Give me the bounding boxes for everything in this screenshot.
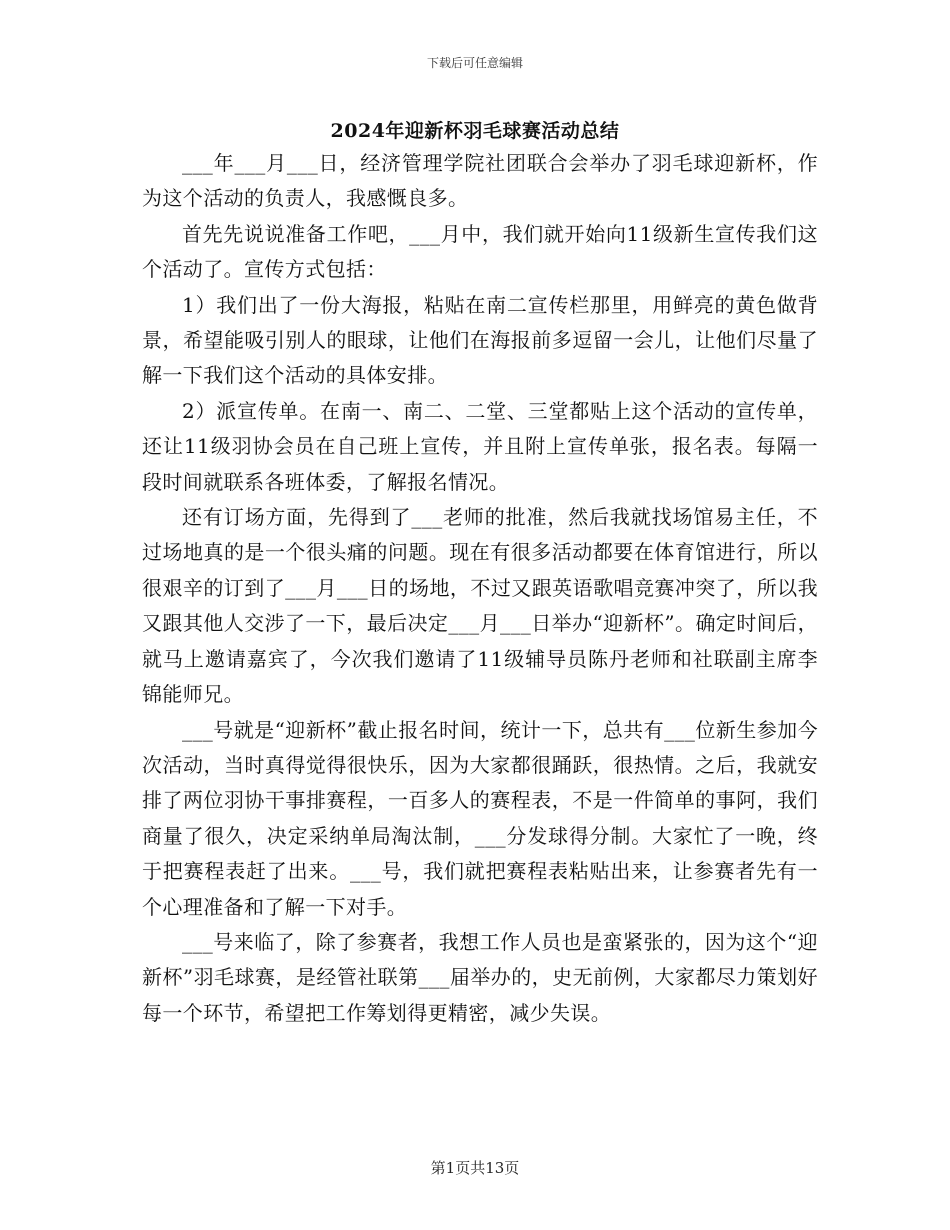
paragraph: 1）我们出了一份大海报，粘贴在南二宣传栏那里，用鲜亮的黄色做背景，希望能吸引别人的眼球，让他们在海报前多逗留一会儿，让他们尽量了解一下我们这个活动的具体安排。 bbox=[142, 292, 818, 388]
paragraph: ___号就是“迎新杯”截止报名时间，统计一下，总共有___位新生参加今次活动，当时真得觉得很快乐，因为大家都很踊跃，很热情。之后，我就安排了两位羽协干事排赛程，一百多人的赛程表，不是一件简单的事阿，我们商量了很久，决定采纳单局淘汰制，___分发球得分制。大家忙了一晚，终于把赛程表赶了出来。___号，我们就把赛程表粘贴出来，让参赛者先有一个心理准备和了解一下对手。 bbox=[142, 717, 818, 919]
document-title: 2024年迎新杯羽毛球赛活动总结 bbox=[330, 120, 620, 142]
paragraph: 首先先说说准备工作吧，___月中，我们就开始向11级新生宣传我们这个活动了。宣传方式包括： bbox=[142, 221, 818, 282]
paragraph: ___年___月___日，经济管理学院社团联合会举办了羽毛球迎新杯，作为这个活动的负责人，我感慨良多。 bbox=[142, 151, 818, 211]
document-body bbox=[142, 146, 818, 1031]
page-number: 第1页共13页 bbox=[430, 1159, 520, 1177]
paragraph: 还有订场方面，先得到了___老师的批准，然后我就找场馆易主任，不过场地真的是一个很头痛的问题。现在有很多活动都要在体育馆进行，所以很艰辛的订到了___月___日的场地，不过又跟英语歌唱竞赛冲突了，所以我又跟其他人交涉了一下，最后决定___月___日举办“迎新杯”。确定时间后，就马上邀请嘉宾了，今次我们邀请了11级辅导员陈丹老师和社联副主席李锦能师兄。 bbox=[142, 505, 818, 707]
paragraph: ___号来临了，除了参赛者，我想工作人员也是蛮紧张的，因为这个“迎新杯”羽毛球赛，是经管社联第___届举办的，史无前例，大家都尽力策划好每一个环节，希望把工作筹划得更精密，减少失误。 bbox=[142, 929, 818, 1025]
header-note: 下载后可任意编辑 bbox=[426, 56, 523, 70]
paragraph: 2）派宣传单。在南一、南二、二堂、三堂都贴上这个活动的宣传单，还让11级羽协会员在自己班上宣传，并且附上宣传单张，报名表。每隔一段时间就联系各班体委，了解报名情况。 bbox=[142, 398, 818, 494]
